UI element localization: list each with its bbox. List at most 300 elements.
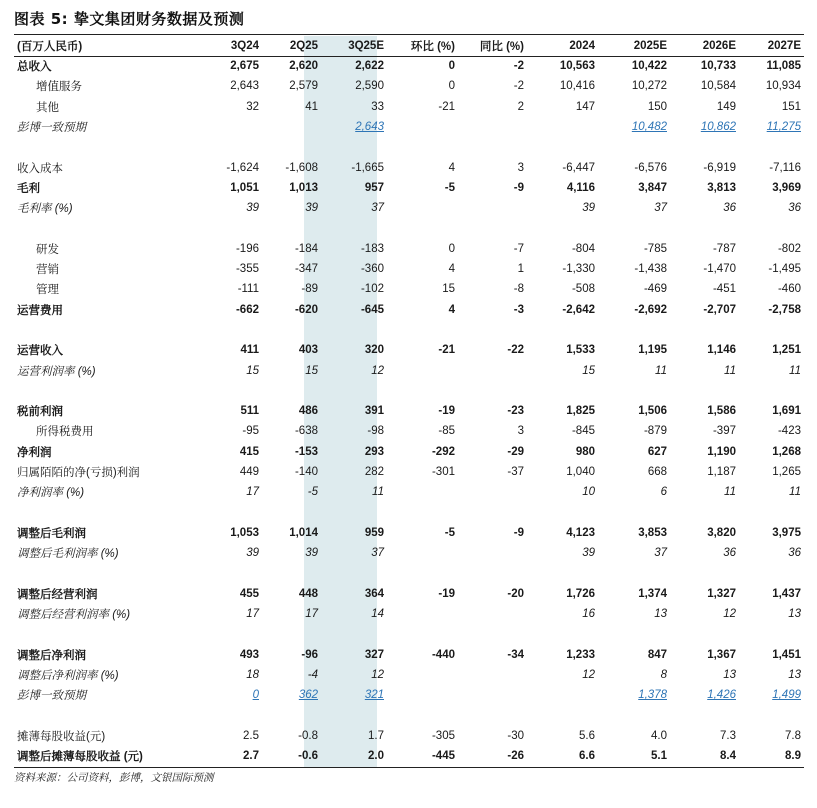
table-cell: [598, 563, 670, 583]
table-cell: 3: [517, 161, 524, 174]
table-cell: -5: [444, 526, 455, 539]
table-row: [14, 178, 804, 198]
table-row: [14, 76, 804, 96]
table-row: [14, 685, 804, 705]
table-cell: [598, 320, 670, 340]
consensus-link[interactable]: 10,862: [700, 121, 736, 134]
table-cell: 5.6: [579, 729, 595, 742]
table-cell: 1,691: [772, 405, 801, 418]
row-label: [14, 218, 207, 238]
spacer-row: [14, 624, 804, 644]
table-cell: 364: [364, 587, 384, 600]
table-cell: -645: [360, 303, 384, 316]
table-cell: -0.6: [298, 750, 318, 763]
source-note: 资料来源：公司资料，彭博，文银国际预测: [14, 772, 214, 784]
table-cell: 1,437: [772, 587, 801, 600]
table-cell: [321, 503, 387, 523]
table-cell: -196: [235, 242, 259, 255]
table-cell: [598, 685, 670, 705]
table-cell: [739, 706, 804, 726]
table-row: [14, 604, 804, 624]
table-cell: 150: [647, 100, 667, 113]
table-cell: [527, 137, 598, 157]
consensus-link[interactable]: 1,499: [772, 689, 801, 702]
table-cell: [387, 563, 458, 583]
table-row: [14, 442, 804, 462]
table-cell: 2,590: [355, 80, 384, 93]
consensus-link[interactable]: 11,275: [766, 121, 801, 134]
table-cell: 2: [517, 100, 524, 113]
table-cell: 1,726: [566, 587, 595, 600]
row-label: 所得税费用: [36, 426, 94, 439]
table-cell: -802: [777, 242, 801, 255]
table-cell: 8: [660, 669, 667, 682]
table-cell: [527, 503, 598, 523]
table-cell: -7: [513, 242, 524, 255]
table-cell: 1,187: [707, 466, 736, 479]
row-label: [14, 503, 207, 523]
table-cell: 1,265: [772, 466, 801, 479]
table-cell: [598, 117, 670, 137]
table-cell: [598, 503, 670, 523]
table-cell: [598, 381, 670, 401]
table-cell: 39: [246, 547, 259, 560]
table-cell: 10,733: [700, 60, 736, 73]
table-cell: 14: [371, 608, 384, 621]
row-label: 彭博一致预期: [17, 122, 86, 135]
table-cell: 0: [448, 80, 455, 93]
table-cell: 6.6: [579, 750, 595, 763]
table-row: [14, 421, 804, 441]
consensus-link[interactable]: 1,426: [707, 689, 736, 702]
table-cell: 16: [582, 608, 595, 621]
table-cell: [458, 563, 527, 583]
table-cell: [739, 117, 804, 137]
table-cell: 3,847: [638, 181, 667, 194]
table-cell: [321, 137, 387, 157]
table-cell: 39: [582, 547, 595, 560]
table-header-row: [14, 36, 804, 56]
table-cell: [598, 218, 670, 238]
table-cell: -305: [431, 729, 455, 742]
table-cell: -2,692: [634, 303, 667, 316]
table-cell: [670, 706, 739, 726]
table-cell: [670, 685, 739, 705]
table-cell: [739, 503, 804, 523]
table-cell: 1,533: [566, 344, 595, 357]
row-label: 总收入: [17, 61, 52, 74]
table-cell: 13: [654, 608, 667, 621]
table-cell: -9: [513, 181, 524, 194]
table-cell: 391: [364, 405, 384, 418]
table-cell: 10,272: [631, 80, 667, 93]
table-cell: -111: [237, 283, 259, 296]
table-cell: -6,576: [634, 161, 667, 174]
table-cell: -96: [301, 648, 318, 661]
table-cell: 11: [724, 364, 736, 377]
table-cell: -360: [360, 263, 384, 276]
table-cell: -1,624: [226, 161, 259, 174]
row-label: 摊薄每股收益(元): [17, 730, 106, 743]
table-cell: 10,416: [559, 80, 595, 93]
row-label: [14, 320, 207, 340]
table-cell: 4: [448, 161, 455, 174]
table-cell: 3,813: [707, 181, 736, 194]
table-cell: 37: [654, 547, 667, 560]
table-row: [14, 665, 804, 685]
table-cell: -301: [431, 466, 455, 479]
spacer-row: [14, 218, 804, 238]
table-cell: 493: [239, 648, 259, 661]
table-cell: 10,563: [559, 60, 595, 73]
table-cell: [458, 482, 527, 502]
row-label: [14, 624, 207, 644]
table-cell: [207, 503, 262, 523]
table-cell: -2,758: [768, 303, 801, 316]
table-cell: -184: [294, 242, 318, 255]
table-cell: 1,053: [230, 526, 259, 539]
column-header: 2025E: [633, 40, 667, 52]
table-cell: [207, 706, 262, 726]
table-cell: 15: [305, 364, 318, 377]
table-cell: [387, 604, 458, 624]
table-cell: -5: [444, 181, 455, 194]
table-cell: [598, 624, 670, 644]
table-cell: 11,085: [766, 60, 801, 73]
table-cell: [527, 706, 598, 726]
table-cell: -37: [507, 466, 524, 479]
table-cell: -508: [571, 283, 595, 296]
table-cell: [739, 624, 804, 644]
table-cell: -804: [571, 242, 595, 255]
table-cell: [739, 218, 804, 238]
row-label: 研发: [36, 243, 59, 256]
table-cell: -8: [513, 283, 524, 296]
table-cell: 511: [240, 405, 259, 418]
row-label: [14, 706, 207, 726]
table-cell: -451: [712, 283, 736, 296]
table-cell: [262, 624, 321, 644]
table-cell: [262, 706, 321, 726]
table-cell: 1.7: [368, 729, 384, 742]
row-label: 调整后经营利润率 (%): [17, 609, 131, 622]
table-cell: 2,620: [289, 60, 318, 73]
table-row: [14, 746, 804, 766]
table-cell: 12: [582, 669, 595, 682]
table-cell: 17: [305, 608, 318, 621]
top-rule: [14, 34, 804, 35]
table-cell: [387, 117, 458, 137]
table-row: [14, 157, 804, 177]
table-cell: 11: [655, 364, 667, 377]
table-cell: 1: [517, 263, 524, 276]
row-label: 净利润率 (%): [17, 487, 85, 500]
row-label: [14, 563, 207, 583]
table-cell: 6: [660, 486, 667, 499]
table-row: [14, 482, 804, 502]
unit-label: (百万人民币): [17, 41, 83, 53]
table-cell: 320: [364, 344, 384, 357]
row-label: 其他: [36, 101, 59, 114]
table-cell: 3,820: [707, 526, 736, 539]
consensus-link[interactable]: 362: [298, 689, 318, 702]
table-cell: -787: [712, 242, 736, 255]
table-cell: 1,051: [230, 181, 259, 194]
table-cell: -1,665: [351, 161, 384, 174]
table-cell: [527, 117, 598, 137]
table-cell: 1,233: [566, 648, 595, 661]
table-cell: [387, 482, 458, 502]
table-cell: 959: [364, 526, 384, 539]
table-cell: -2: [513, 80, 524, 93]
table-cell: 1,040: [566, 466, 595, 479]
table-cell: 10: [582, 486, 595, 499]
table-cell: [527, 685, 598, 705]
table-cell: [670, 624, 739, 644]
table-cell: 411: [240, 344, 259, 357]
table-cell: 39: [305, 547, 318, 560]
table-cell: 455: [239, 587, 259, 600]
table-cell: 1,367: [707, 648, 736, 661]
table-cell: -9: [513, 526, 524, 539]
table-cell: -153: [294, 445, 318, 458]
table-cell: -98: [367, 425, 384, 438]
table-cell: -26: [507, 750, 524, 763]
table-cell: -1,438: [634, 263, 667, 276]
table-cell: -4: [307, 669, 318, 682]
table-cell: 15: [246, 364, 259, 377]
table-cell: -423: [777, 425, 801, 438]
table-row: [14, 300, 804, 320]
table-cell: -19: [438, 405, 455, 418]
table-cell: 39: [246, 202, 259, 215]
column-header: 3Q25E: [348, 40, 384, 52]
row-label: 税前利润: [17, 406, 63, 419]
table-cell: -440: [431, 648, 455, 661]
table-cell: 2.7: [243, 750, 259, 763]
table-cell: 449: [239, 466, 259, 479]
table-cell: 1,374: [638, 587, 667, 600]
table-cell: [262, 563, 321, 583]
table-cell: [458, 624, 527, 644]
column-header: 3Q24: [230, 40, 259, 52]
table-cell: [458, 198, 527, 218]
spacer-row: [14, 563, 804, 583]
row-label: 增值服务: [36, 81, 82, 94]
table-cell: 12: [371, 364, 384, 377]
table-cell: -21: [438, 100, 455, 113]
table-cell: [670, 218, 739, 238]
row-label: 毛利: [17, 182, 40, 195]
table-cell: 980: [575, 445, 595, 458]
table-cell: [207, 624, 262, 644]
spacer-row: [14, 503, 804, 523]
table-cell: 13: [788, 608, 801, 621]
table-cell: [262, 218, 321, 238]
table-cell: 627: [647, 445, 667, 458]
table-cell: [387, 381, 458, 401]
column-header: 2Q25: [289, 40, 318, 52]
table-cell: 4,116: [566, 181, 595, 194]
table-row: [14, 97, 804, 117]
table-cell: -1,330: [562, 263, 595, 276]
table-cell: -22: [507, 344, 524, 357]
figure-title: 图表 5: 挚文集团财务数据及预测: [14, 10, 245, 28]
table-cell: 1,146: [707, 344, 736, 357]
table-cell: -355: [235, 263, 259, 276]
table-cell: 32: [246, 100, 259, 113]
table-cell: [458, 360, 527, 380]
row-label: 运营利润率 (%): [17, 365, 96, 378]
table-row: [14, 117, 804, 137]
row-label: 调整后经营利润: [17, 588, 98, 601]
table-cell: [458, 320, 527, 340]
table-cell: [458, 381, 527, 401]
table-cell: [739, 137, 804, 157]
table-cell: [598, 137, 670, 157]
row-label: [14, 137, 207, 157]
table-cell: 17: [246, 486, 259, 499]
table-cell: 36: [788, 202, 801, 215]
table-cell: [387, 624, 458, 644]
table-cell: [739, 563, 804, 583]
table-cell: 36: [723, 202, 736, 215]
table-cell: 0: [448, 242, 455, 255]
table-cell: [387, 137, 458, 157]
consensus-link[interactable]: 10,482: [631, 121, 667, 134]
row-label: 调整后毛利润: [17, 527, 86, 540]
row-label: 净利润: [17, 446, 52, 459]
row-label: 运营费用: [17, 304, 63, 317]
table-cell: 0: [448, 60, 455, 73]
table-cell: -2,642: [562, 303, 595, 316]
table-row: [14, 56, 804, 76]
table-cell: 11: [372, 486, 384, 499]
table-cell: 415: [239, 445, 259, 458]
table-cell: 1,251: [772, 344, 801, 357]
table-cell: 13: [788, 669, 801, 682]
table-cell: [527, 563, 598, 583]
table-cell: 2,675: [230, 60, 259, 73]
table-row: [14, 239, 804, 259]
table-cell: [321, 706, 387, 726]
column-header: 同比 (%): [479, 41, 524, 53]
table-cell: 403: [298, 344, 318, 357]
table-cell: [387, 198, 458, 218]
table-cell: [458, 218, 527, 238]
financial-table: [14, 36, 804, 766]
table-cell: [207, 381, 262, 401]
table-cell: [387, 320, 458, 340]
table-row: [14, 523, 804, 543]
table-cell: -1,470: [703, 263, 736, 276]
table-cell: [458, 604, 527, 624]
table-cell: 37: [371, 202, 384, 215]
table-cell: 7.3: [720, 729, 736, 742]
table-cell: -23: [507, 405, 524, 418]
column-header: 2024: [569, 40, 595, 52]
table-cell: 41: [305, 100, 318, 113]
table-cell: 37: [371, 547, 384, 560]
consensus-link[interactable]: 1,378: [638, 689, 667, 702]
table-cell: 1,327: [707, 587, 736, 600]
table-cell: [207, 563, 262, 583]
table-cell: [262, 137, 321, 157]
table-cell: [670, 320, 739, 340]
table-cell: [670, 381, 739, 401]
table-cell: -662: [235, 303, 259, 316]
table-cell: 15: [442, 283, 455, 296]
table-cell: 957: [364, 181, 384, 194]
table-cell: 7.8: [785, 729, 801, 742]
table-cell: [207, 685, 262, 705]
table-cell: -95: [242, 425, 259, 438]
spacer-row: [14, 320, 804, 340]
table-cell: -620: [294, 303, 318, 316]
row-label: [14, 381, 207, 401]
table-cell: [387, 503, 458, 523]
table-cell: [387, 665, 458, 685]
table-cell: [262, 381, 321, 401]
row-label: 管理: [36, 284, 59, 297]
table-cell: 10,934: [765, 80, 801, 93]
table-cell: [207, 117, 262, 137]
consensus-link[interactable]: 321: [364, 689, 384, 702]
table-cell: [387, 706, 458, 726]
table-cell: 10,584: [700, 80, 736, 93]
bottom-rule: [14, 767, 804, 768]
table-cell: -0.8: [298, 729, 318, 742]
row-label: 调整后摊薄每股收益 (元): [17, 751, 143, 764]
table-row: [14, 543, 804, 563]
table-cell: [387, 685, 458, 705]
spacer-row: [14, 381, 804, 401]
table-cell: -638: [294, 425, 318, 438]
table-cell: -89: [301, 283, 318, 296]
table-cell: 668: [647, 466, 667, 479]
table-row: [14, 340, 804, 360]
table-cell: [527, 320, 598, 340]
table-cell: [321, 117, 387, 137]
table-cell: -3: [513, 303, 524, 316]
table-cell: 15: [582, 364, 595, 377]
table-cell: 8.9: [785, 750, 801, 763]
row-label: 调整后毛利润率 (%): [17, 548, 119, 561]
consensus-link[interactable]: 0: [252, 689, 259, 702]
table-cell: -397: [712, 425, 736, 438]
table-cell: 1,506: [638, 405, 667, 418]
table-cell: [207, 137, 262, 157]
table-row: [14, 645, 804, 665]
row-label: 营销: [36, 264, 59, 277]
table-cell: -785: [643, 242, 667, 255]
table-cell: -29: [507, 445, 524, 458]
table-cell: [527, 218, 598, 238]
row-label: 毛利率 (%): [17, 203, 73, 216]
table-cell: [458, 665, 527, 685]
table-cell: [207, 218, 262, 238]
row-label: 归属陌陌的净(亏损)利润: [17, 467, 140, 480]
table-cell: 3,969: [772, 181, 801, 194]
column-header: 环比 (%): [410, 41, 455, 53]
table-cell: -469: [643, 283, 667, 296]
table-cell: [739, 320, 804, 340]
consensus-link[interactable]: 2,643: [355, 121, 384, 134]
column-header: 2027E: [767, 40, 801, 52]
table-cell: 486: [298, 405, 318, 418]
table-cell: -5: [307, 486, 318, 499]
table-cell: 17: [246, 608, 259, 621]
